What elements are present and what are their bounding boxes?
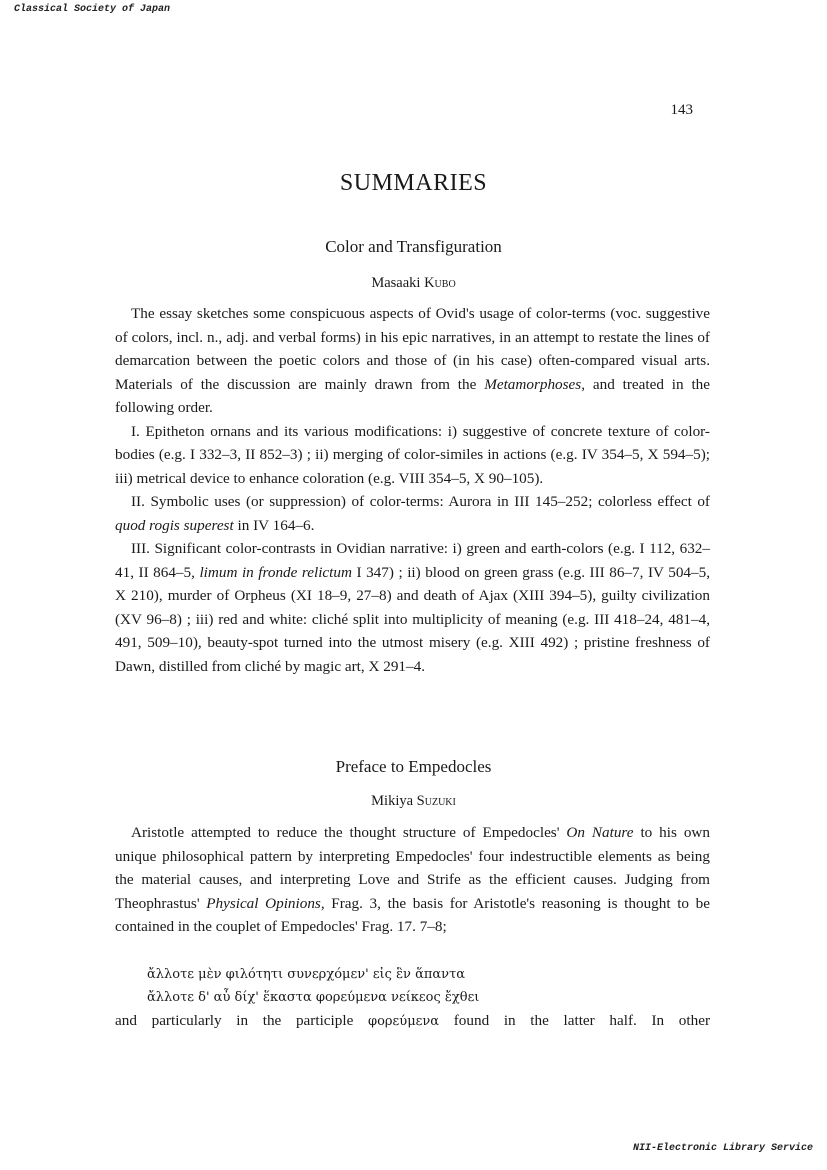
section1-paragraph-i: I. Epitheton ornans and its various modifications: i) suggestive of concrete texture of color-bodies (e.g. I 332–3, II 852–3) ; ii) merging of color-similes in actions (e.g. IV 354–5, X 594–5); iii) metrical device to enhance coloration (e.g. VIII 354–5, X 90–105).: [115, 422, 710, 487]
section1-paragraph-iii: [115, 537, 710, 678]
section2-title: Preface to Empedocles: [335, 757, 492, 776]
italic-title: Physical Opinions: [206, 894, 321, 912]
greek-word: φορεύμενα: [367, 1014, 440, 1029]
section1-author: [0, 275, 827, 292]
text-run: found in the latter half. In other: [439, 1012, 711, 1029]
section1-paragraph-ii: [115, 490, 710, 537]
section1-body: [115, 302, 710, 678]
greek-verse-line-1: ἄλλοτε μὲν φιλότητι συνερχόμεν' εἰς ἓν ἅπαντα: [147, 967, 466, 982]
page-number: 143: [670, 102, 693, 118]
section2-continuation: [115, 1009, 710, 1034]
italic-quote: limum in fronde relictum: [199, 563, 352, 581]
text-run: and particularly in the participle: [115, 1012, 368, 1029]
text-run: I 347) ; ii) blood on green grass (e.g. III 86–7, IV 504–5, X 210), murder of Orpheus (XI 18–9, 27–8) and death of Ajax (XIII 394–5), guilty civilization (XV 96–8) ; iii) red and white: cliché split into multiplicity of meaning (e.g. III 418–24, 481–4, 491, 509–10), beauty-spot turned into the utmost misery (e.g. XIII 492) ; pristine freshness of Dawn, distilled from cliché by magic art, X 291–4.: [115, 563, 711, 675]
text-run: in IV 164–6.: [233, 516, 315, 534]
section1-author-last: Kubo: [424, 275, 456, 291]
text-run: III. Significant color-contrasts in Ovidian narrative: i) green and earth-colors (e.g. I 112, 632–41, II 864–5,: [115, 540, 710, 581]
text-run: to his own unique philosophical pattern by interpreting Empedocles' four indestructible elements as being the material causes, and interpreting Love and Strife as the efficient causes. Judging from Theophrastus': [115, 824, 710, 912]
section2-body: [115, 821, 710, 939]
footer-service: NII-Electronic Library Service: [632, 1143, 813, 1154]
section2-author: [0, 793, 827, 810]
section1-paragraph-intro: [115, 302, 710, 420]
text-run: II. Symbolic uses (or suppression) of color-terms: Aurora in III 145–252; colorless effect of: [131, 493, 710, 510]
section2-paragraph: [115, 821, 710, 939]
italic-title: On Nature: [566, 824, 634, 841]
text-run: The essay sketches some conspicuous aspects of Ovid's usage of color-terms (voc. suggestive of colors, incl. n., adj. and verbal forms) in his epic narratives, in an attempt to restate the lines of demarcation between the poetic colors and those of (in his case) often-compared visual arts. Materials of the discussion are mainly drawn from the: [115, 305, 710, 393]
greek-verse-line-2: ἄλλοτε δ' αὖ δίχ' ἕκαστα φορεύμενα νείκεος ἔχθει: [147, 990, 480, 1005]
section2-author-last: Suzuki: [416, 793, 456, 809]
text-run: , and treated in the following order.: [115, 375, 710, 416]
italic-quote: quod rogis superest: [115, 516, 234, 534]
section2-author-first: Mikiya: [371, 793, 414, 809]
section1-title: Color and Transfiguration: [325, 237, 502, 256]
journal-header: Classical Society of Japan: [14, 4, 171, 15]
italic-title: Metamorphoses: [484, 375, 582, 393]
section1-author-first: Masaaki: [371, 275, 421, 291]
text-run: , Frag. 3, the basis for Aristotle's reasoning is thought to be contained in the couplet of Empedocles' Frag. 17. 7–8;: [115, 894, 710, 935]
page-title: SUMMARIES: [339, 170, 488, 196]
text-run: Aristotle attempted to reduce the thought structure of Empedocles': [131, 824, 567, 841]
